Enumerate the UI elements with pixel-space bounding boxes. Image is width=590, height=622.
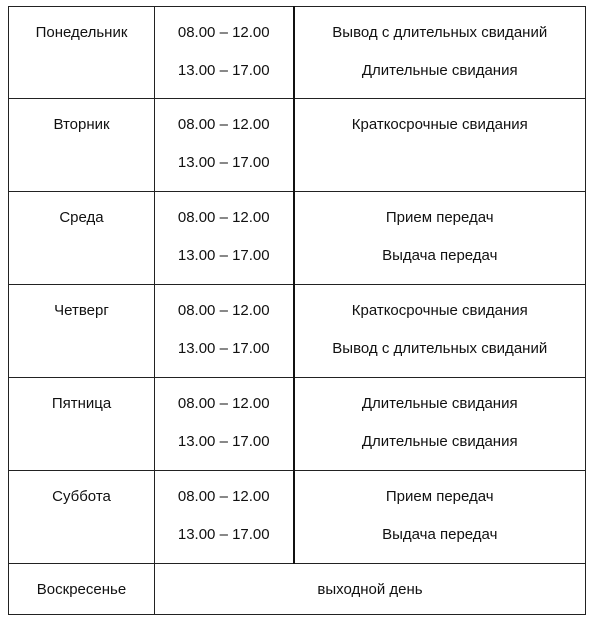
time-cell bbox=[155, 471, 294, 564]
schedule-table bbox=[8, 6, 586, 615]
day-name: Вторник bbox=[53, 116, 110, 133]
activity-morning: Прием передач bbox=[385, 209, 494, 226]
activity-morning: Длительные свидания bbox=[361, 395, 518, 412]
schedule-row-thursday bbox=[9, 285, 586, 378]
time-slot-morning: 08.00 – 12.00 bbox=[177, 116, 270, 133]
day-cell bbox=[9, 99, 155, 192]
time-slot-afternoon: 13.00 – 17.00 bbox=[177, 62, 270, 79]
day-cell bbox=[9, 7, 155, 99]
day-name: Суббота bbox=[52, 488, 111, 505]
activity-afternoon: Длительные свидания bbox=[361, 433, 518, 450]
time-slot-afternoon: 13.00 – 17.00 bbox=[177, 433, 270, 450]
activity-cell bbox=[294, 7, 586, 99]
schedule-row-tuesday bbox=[9, 99, 586, 192]
time-slot-afternoon: 13.00 – 17.00 bbox=[177, 340, 270, 357]
activity-cell bbox=[294, 471, 586, 564]
activity-cell bbox=[294, 99, 586, 192]
day-cell bbox=[9, 471, 155, 564]
schedule-row-wednesday bbox=[9, 192, 586, 285]
time-cell bbox=[155, 378, 294, 471]
day-name: Пятница bbox=[51, 395, 112, 412]
activity-afternoon: Выдача передач bbox=[382, 247, 498, 264]
activity-cell bbox=[294, 285, 586, 378]
schedule-row-friday bbox=[9, 378, 586, 471]
time-slot-morning: 08.00 – 12.00 bbox=[177, 302, 270, 319]
time-slot-morning: 08.00 – 12.00 bbox=[177, 209, 270, 226]
schedule-row-monday bbox=[9, 7, 586, 99]
time-cell bbox=[155, 192, 294, 285]
activity-afternoon: Вывод с длительных свиданий bbox=[332, 340, 548, 357]
time-slot-morning: 08.00 – 12.00 bbox=[177, 395, 270, 412]
time-slot-afternoon: 13.00 – 17.00 bbox=[177, 247, 270, 264]
day-name: Воскресенье bbox=[9, 564, 155, 615]
day-name: Понедельник bbox=[35, 24, 128, 41]
time-slot-morning: 08.00 – 12.00 bbox=[177, 488, 270, 505]
activity-cell bbox=[294, 378, 586, 471]
time-cell bbox=[155, 99, 294, 192]
time-slot-afternoon: 13.00 – 17.00 bbox=[177, 154, 270, 171]
time-slot-morning: 08.00 – 12.00 bbox=[177, 24, 270, 41]
activity-cell bbox=[294, 192, 586, 285]
activity-morning: Вывод с длительных свиданий bbox=[332, 24, 548, 41]
day-name: Четверг bbox=[54, 302, 109, 319]
activity-morning: Краткосрочные свидания bbox=[351, 302, 528, 319]
schedule-row-sunday bbox=[9, 564, 586, 615]
activity-afternoon: Длительные свидания bbox=[361, 62, 518, 79]
time-cell bbox=[155, 285, 294, 378]
schedule-row-saturday bbox=[9, 471, 586, 564]
day-cell bbox=[9, 378, 155, 471]
activity-afternoon: Выдача передач bbox=[382, 526, 498, 543]
activity-morning: Прием передач bbox=[385, 488, 494, 505]
activity-morning: Краткосрочные свидания bbox=[351, 116, 528, 133]
day-cell bbox=[9, 192, 155, 285]
day-cell bbox=[9, 285, 155, 378]
time-slot-afternoon: 13.00 – 17.00 bbox=[177, 526, 270, 543]
day-off-note: выходной день bbox=[155, 564, 586, 615]
day-name: Среда bbox=[59, 209, 104, 226]
time-cell bbox=[155, 7, 294, 99]
